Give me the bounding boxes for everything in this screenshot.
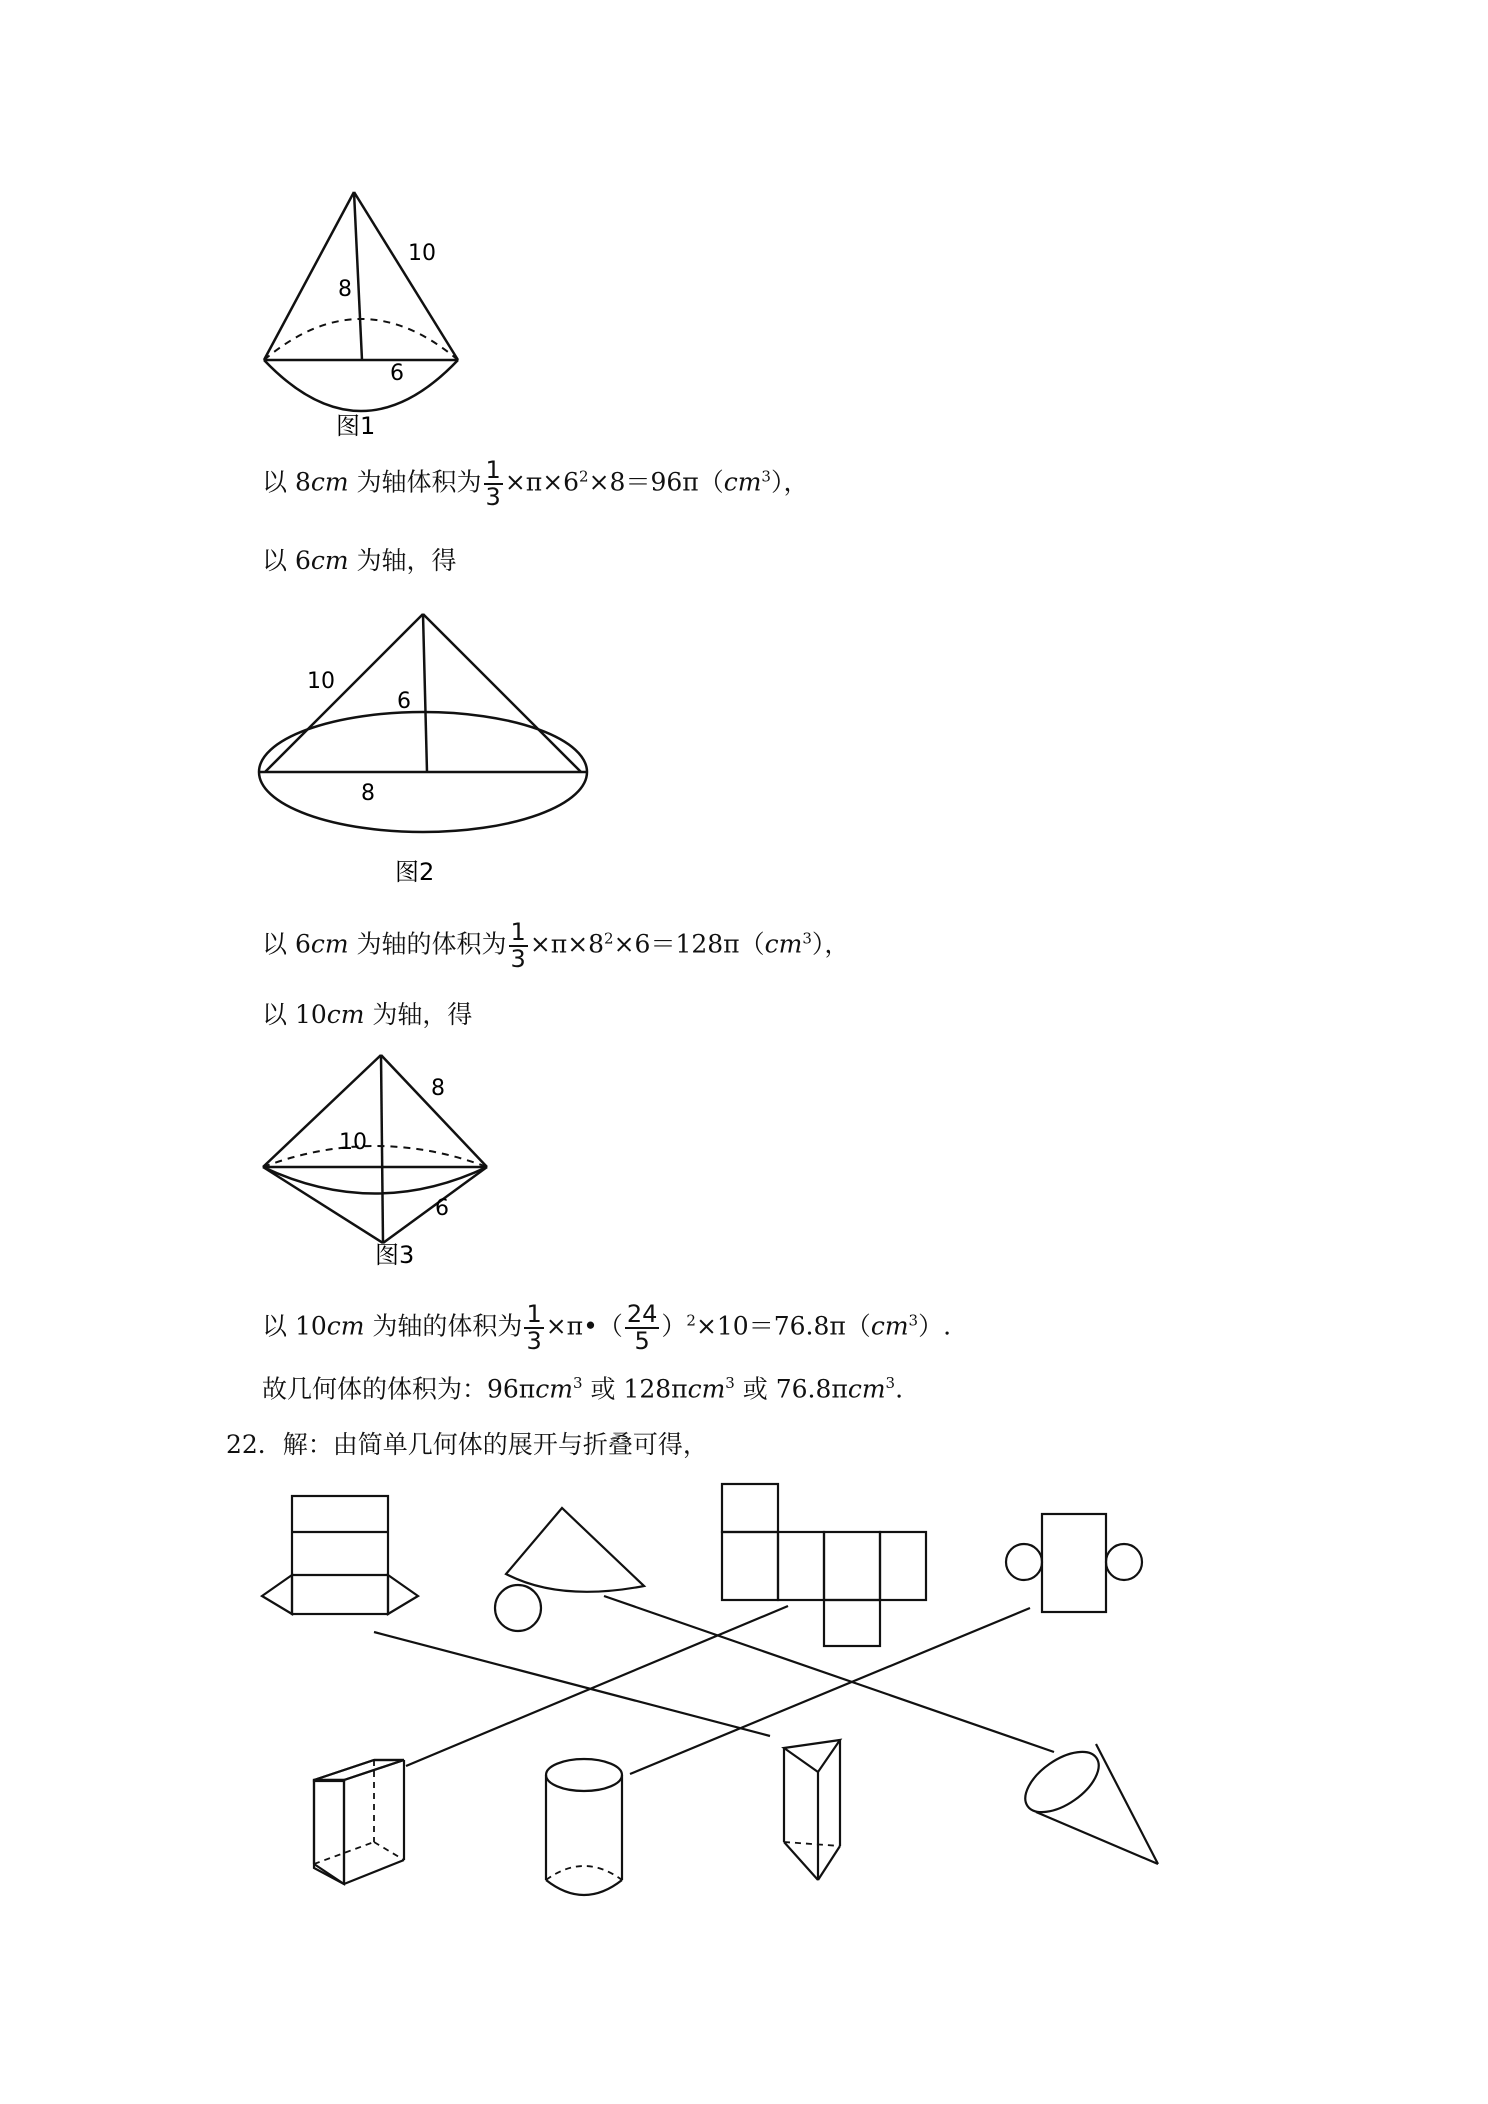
fig1-left-slant (264, 192, 354, 360)
solid-cylinder (546, 1759, 622, 1895)
fig2-label-slant: 10 (307, 669, 335, 694)
fig1-height-line (354, 192, 362, 360)
conclusion-line: 故几何体的体积为：96πcm$^3$ 或 128πcm$^3$ 或 76.8πcm$^3$. (262, 1374, 904, 1404)
fig3-label-axis: 10 (339, 1130, 367, 1155)
fig2-label-radius: 8 (361, 781, 375, 806)
fig3-back-arc (263, 1146, 487, 1167)
fig2-caption: 图2 (395, 858, 435, 886)
fig3-label-bottom: 6 (435, 1196, 449, 1221)
matching-lines (374, 1596, 1054, 1774)
figure-3-double-cone (255, 1045, 495, 1270)
question-22-line: 22．解：由简单几何体的展开与折叠可得， (226, 1430, 708, 1459)
fraction-24-over-5: $\frac{24}{5}$ (626, 1300, 658, 1356)
figure-2-cone (255, 600, 595, 890)
fig1-label-radius: 6 (390, 361, 404, 386)
fig3-caption: 图3 (375, 1241, 415, 1269)
fraction-one-third: $\frac{1}{3}$ (485, 456, 501, 512)
net-matching-diagram (0, 1460, 1488, 1940)
axis-10-intro-line: 以 10cm 为轴，得 (262, 1000, 473, 1029)
fig1-base-front-arc (264, 360, 458, 411)
fig2-label-height: 6 (397, 689, 411, 714)
net-triangular-prism (262, 1496, 418, 1614)
solid-cuboid (314, 1760, 404, 1884)
fraction-one-third: $\frac{1}{3}$ (510, 918, 526, 974)
volume-line-axis-8: 以 8cm 为轴体积为 $\frac{1}{3}$ $\times\pi\times 6^2\times 8=96\pi(cm^3)$， (262, 456, 809, 512)
solid-cone (1015, 1740, 1158, 1864)
fig1-caption: 图1 (336, 412, 376, 440)
volume-line-axis-6: 以 6cm 为轴的体积为 $\frac{1}{3}$ $\times\pi\times 8^2\times 6=128\pi(cm^3)$， (262, 918, 850, 974)
fig3-upper-right (381, 1055, 487, 1167)
net-cylinder (1006, 1514, 1142, 1612)
volume-line-axis-10: 以 10cm 为轴的体积为 $\frac{1}{3}$ ×π•（ $\frac{24}{5}$ ）$^2\times 10=76.8\pi(cm^3)$. (262, 1300, 952, 1356)
axis-6-intro-line: 以 6cm 为轴，得 (262, 546, 457, 575)
fig2-height-line (423, 614, 427, 772)
solid-triangular-prism (784, 1740, 840, 1880)
net-cone (495, 1508, 644, 1631)
figure-1-cone (250, 180, 480, 450)
fraction-one-third: $\frac{1}{3}$ (526, 1300, 542, 1356)
fig1-label-height: 8 (338, 277, 352, 302)
fig3-lower-left (263, 1167, 383, 1243)
fig1-label-slant: 10 (408, 241, 436, 266)
fig3-label-top: 8 (431, 1076, 445, 1101)
fig3-radius-line (381, 1055, 383, 1243)
fig2-right-slant (423, 614, 581, 772)
fig1-right-slant (354, 192, 458, 360)
